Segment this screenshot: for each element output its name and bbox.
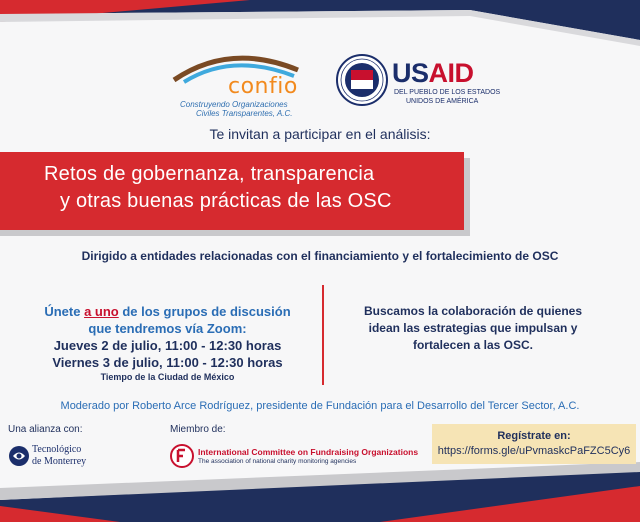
member-label: Miembro de: <box>170 424 226 435</box>
usaid-logo <box>336 52 506 112</box>
usaid-subtitle-2: UNIDOS DE AMÉRICA <box>406 98 479 105</box>
usaid-wordmark: USAID <box>392 58 474 88</box>
register-link[interactable]: https://forms.gle/uPvmaskcPaFZC5Cy6 <box>437 445 631 457</box>
session-info <box>30 303 305 384</box>
confio-logo <box>170 48 320 120</box>
usaid-seal-icon <box>336 54 388 106</box>
confio-tagline-2: Civiles Transparentes, A.C. <box>196 109 293 118</box>
collaboration-text <box>348 303 598 354</box>
icfo-name: International Committee on Fundraising Organizations <box>198 447 419 457</box>
icfo-tagline: The association of national charity monitoring agencies <box>198 458 357 465</box>
session-2: Viernes 3 de julio, 11:00 - 12:30 horas <box>52 355 283 370</box>
register-title: Regístrate en: <box>497 430 571 442</box>
column-divider <box>322 285 324 385</box>
timezone-note: Tiempo de la Ciudad de México <box>100 372 235 382</box>
banner-title-line-1: Retos de gobernanza, transparencia <box>44 163 375 185</box>
collab-line-2: idean las estrategias que impulsan y <box>368 321 578 335</box>
usaid-subtitle-1: DEL PUEBLO DE LOS ESTADOS <box>394 89 501 96</box>
audience-line: Dirigido a entidades relacionadas con el financiamiento y el fortalecimiento de OSC <box>81 249 559 263</box>
tec-name-1: Tecnológico <box>32 444 82 455</box>
alliance-label: Una alianza con: <box>8 424 83 435</box>
collab-line-3: fortalecen a las OSC. <box>412 338 534 352</box>
session-1: Jueves 2 de julio, 11:00 - 12:30 horas <box>53 338 282 353</box>
confio-wordmark: confio <box>228 74 298 99</box>
invitation-line: Te invitan a participar en el análisis: <box>209 126 431 142</box>
tec-name-2: de Monterrey <box>32 456 87 467</box>
icfo-emblem-icon <box>170 444 194 468</box>
tec-monterrey-logo <box>8 441 118 471</box>
tec-shield-icon <box>8 445 30 467</box>
confio-tagline-1: Construyendo Organizaciones <box>180 100 288 109</box>
icfo-logo <box>170 441 420 471</box>
zoom-line: que tendremos vía Zoom: <box>88 321 247 336</box>
join-line: Únete a uno de los grupos de discusión <box>44 304 291 319</box>
collab-line-1: Buscamos la colaboración de quienes <box>363 304 583 318</box>
moderator-line: Moderado por Roberto Arce Rodríguez, presidente de Fundación para el Desarrollo del Tercer Sector, A.C. <box>60 400 580 412</box>
banner-title-line-2: y otras buenas prácticas de las OSC <box>60 190 392 212</box>
